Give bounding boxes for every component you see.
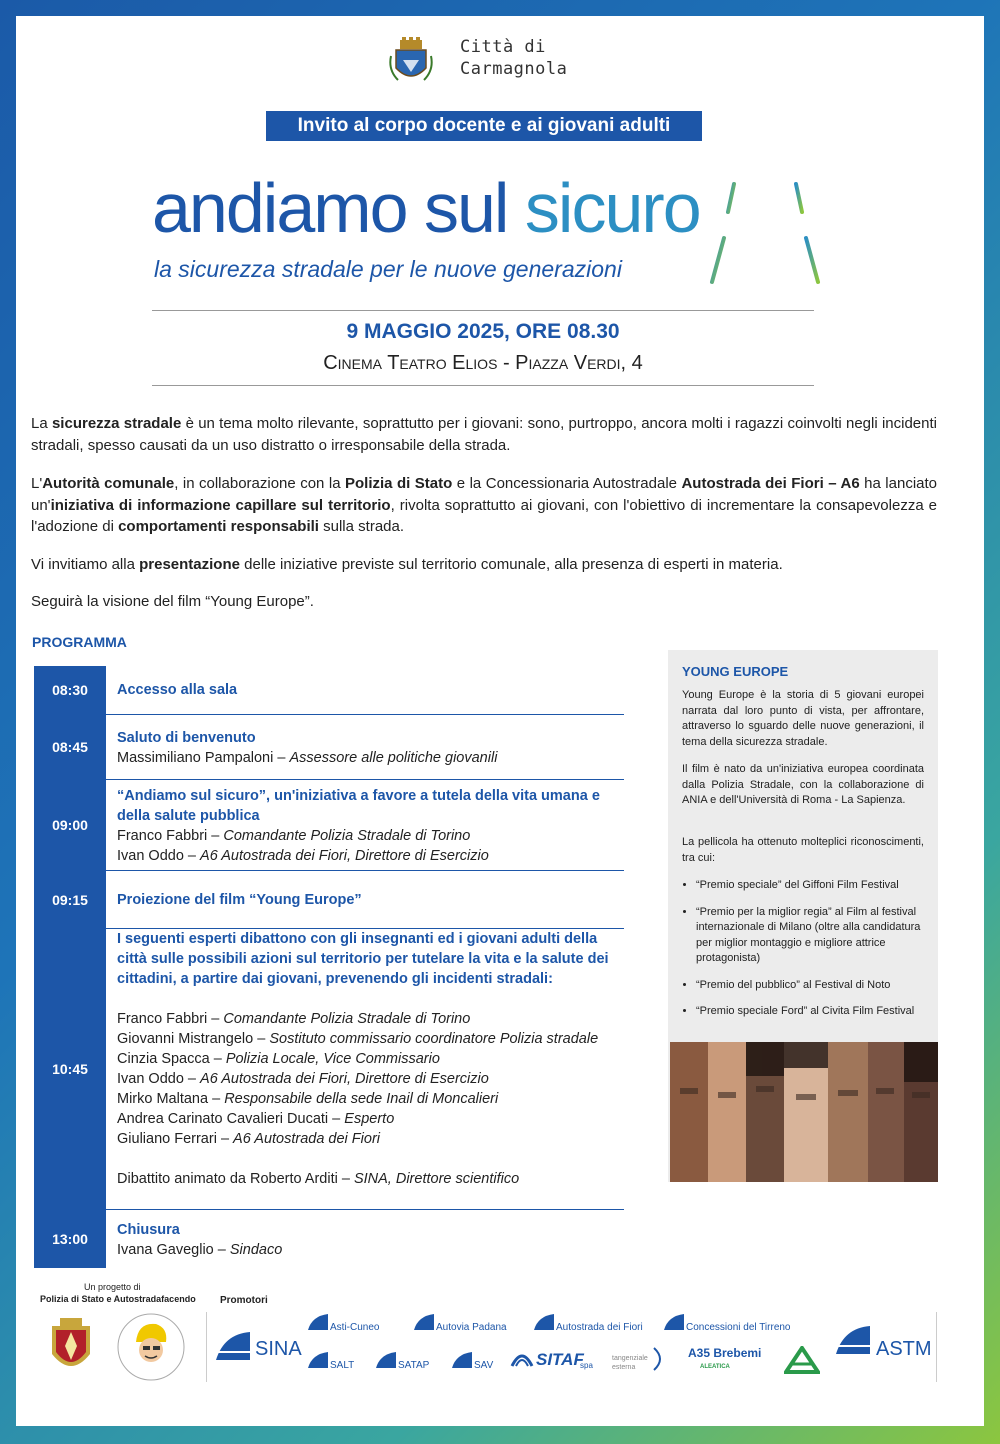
schedule-speaker: Mirko Maltana – Responsabile della sede Inail di Moncalieri [117, 1091, 499, 1107]
intro-paragraph-3: Vi invitiamo alla presentazione delle iniziative previste sul territorio comunale, alla presenza di esperti in materia. [31, 556, 783, 573]
schedule-title: I seguenti esperti dibattono con gli insegnanti ed i giovani adulti della città sulle possibili azioni sul territorio per tutelare la vita e la salute dei cittadini, a partire dai giovani, prevenendo gli incidenti stradali: [117, 931, 609, 987]
schedule-speaker: Ivana Gaveglio – Sindaco [117, 1242, 283, 1258]
schedule-row [34, 871, 624, 929]
invite-banner: Invito al corpo docente e ai giovani adulti [266, 111, 702, 141]
schedule-time: 09:15 [34, 871, 106, 928]
salt-logo-icon [308, 1352, 328, 1368]
sitaf-spa-text: spa [580, 1361, 593, 1370]
award-item: • “Premio speciale Ford” al Civita Film Festival [696, 1004, 938, 1020]
campaign-title [152, 168, 700, 248]
schedule-title: Accesso alla sala [117, 682, 238, 698]
concessioni-del-tirreno-logo-text: Concessioni del Tirreno [686, 1322, 791, 1333]
schedule-time: 13:00 [34, 1210, 106, 1268]
green-triangle-logo-icon [784, 1346, 820, 1374]
schedule-speaker: Franco Fabbri – Comandante Polizia Stradale di Torino [117, 828, 471, 844]
divider-top [152, 310, 814, 311]
schedule-speaker: Massimiliano Pampaloni – Assessore alle politiche giovanili [117, 750, 498, 766]
tangenziale-esterna-logo: tangenziale esterna [612, 1355, 648, 1371]
award-item: • “Premio speciale” del Giffoni Film Festival [696, 878, 938, 894]
film-faces-image [670, 1042, 938, 1182]
schedule-title: Saluto di benvenuto [117, 730, 256, 746]
brebemi-logo-text: A35 Brebemi [688, 1346, 762, 1360]
sina-logo-text: SINA [255, 1338, 302, 1360]
aleatica-logo-text: ALEATICA [700, 1364, 730, 1370]
asti-cuneo-logo-text: Asti-Cuneo [330, 1322, 380, 1333]
schedule-time: 09:00 [34, 780, 106, 870]
astm-logo-text: ASTM [876, 1338, 932, 1360]
city-line-1: Città di [460, 37, 546, 57]
schedule-title: “Andiamo sul sicuro”, un'iniziativa a favore a tutela della vita umana e della salute pubblica [117, 788, 600, 824]
schedule-title: Proiezione del film “Young Europe” [117, 892, 362, 908]
tangenziale-arc-icon [652, 1346, 666, 1372]
sitaf-logo-text: SITAF [536, 1350, 584, 1369]
young-europe-text-3: La pellicola ha ottenuto molteplici riconoscimenti, tra cui: [682, 836, 924, 864]
promotori-label: Promotori [220, 1295, 268, 1306]
satap-logo-text: SATAP [398, 1360, 430, 1371]
city-line-2: Carmagnola [460, 59, 568, 79]
autovia-padana-logo-icon [414, 1314, 434, 1330]
carmagnola-crest-icon [388, 36, 434, 86]
schedule-row [34, 780, 624, 871]
event-location: Cinema Teatro Elios - Piazza Verdi, 4 [323, 352, 643, 374]
programma-title: PROGRAMMA [32, 634, 127, 650]
schedule-row [34, 929, 624, 1210]
schedule-time: 08:45 [34, 715, 106, 779]
schedule-speaker: Ivan Oddo – A6 Autostrada dei Fiori, Direttore di Esercizio [117, 848, 489, 864]
concessioni-del-tirreno-logo-icon [664, 1314, 684, 1330]
awards-list [682, 878, 938, 1031]
award-item: • “Premio del pubblico” al Festival di Noto [696, 978, 938, 994]
schedule-speaker: Cinzia Spacca – Polizia Locale, Vice Commissario [117, 1051, 440, 1067]
campaign-title-part2: sicuro [524, 169, 700, 247]
sav-logo-text: SAV [474, 1360, 494, 1371]
schedule-row [34, 715, 624, 780]
sav-logo-icon [452, 1352, 472, 1368]
autostrada-dei-fiori-logo-icon [534, 1314, 554, 1330]
divider-bottom [152, 385, 814, 386]
schedule-time: 08:30 [34, 666, 106, 714]
speaker-list [117, 1009, 620, 1149]
footer-divider [936, 1312, 937, 1382]
astm-logo-icon [834, 1324, 872, 1358]
sitaf-logo-icon [510, 1350, 534, 1368]
schedule-speaker: Ivan Oddo – A6 Autostrada dei Fiori, Direttore di Esercizio [117, 1071, 489, 1087]
intro-paragraph-4: Seguirà la visione del film “Young Europe”. [31, 593, 314, 610]
satap-logo-icon [376, 1352, 396, 1368]
young-europe-title: YOUNG EUROPE [682, 664, 789, 679]
schedule-moderator: Dibattito animato da Roberto Arditi – SINA, Direttore scientifico [117, 1171, 520, 1187]
city-name [460, 36, 567, 80]
young-europe-text-1: Young Europe è la storia di 5 giovani europei narrata dal loro punto di vista, per affrontare, attraverso lo sguardo delle nuove generazioni, il tema della sicurezza stradale. [682, 689, 924, 748]
schedule-speaker: Giovanni Mistrangelo – Sostituto commissario coordinatore Polizia stradale [117, 1031, 599, 1047]
schedule-speaker: Giuliano Ferrari – A6 Autostrada dei Fiori [117, 1131, 381, 1147]
campaign-tagline: la sicurezza stradale per le nuove generazioni [154, 256, 622, 282]
project-owners: Polizia di Stato e Autostradafacendo [40, 1294, 196, 1304]
schedule-row [34, 666, 624, 715]
award-item: • “Premio per la miglior regia” al Film al festival internazionale di Milano (oltre alla candidatura per miglior montaggio e migliore attrice protagonista) [696, 905, 938, 967]
intro-paragraph-2: L'Autorità comunale, in collaborazione con la Polizia di Stato e la Concessionaria Autostradale Autostrada dei Fiori – A6 ha lanciato un'iniziativa di informazione capillare sul territorio, rivolta soprattutto ai giovani, con l'obiettivo di incrementare la consapevolezza e l'adozione di comportamenti responsabili sulla strada. [31, 475, 938, 535]
polizia-di-stato-emblem-icon [44, 1316, 98, 1380]
autostradafacendo-mascot-icon [116, 1312, 186, 1382]
road-lanes-icon [700, 178, 830, 286]
young-europe-text-2: Il film è nato da un'iniziativa europea coordinata dalla Polizia Stradale, con la collaborazione di ANIA e dell'Università di Roma - La Sapienza. [682, 763, 924, 806]
sina-logo-icon [214, 1330, 252, 1364]
project-label: Un progetto di [84, 1282, 141, 1292]
schedule-speaker: Franco Fabbri – Comandante Polizia Stradale di Torino [117, 1011, 471, 1027]
autovia-padana-logo-text: Autovia Padana [436, 1322, 507, 1333]
schedule-row [34, 1210, 624, 1268]
campaign-title-part1: andiamo sul [152, 169, 525, 247]
intro-paragraph-1: La sicurezza stradale è un tema molto rilevante, soprattutto per i giovani: sono, purtroppo, ancora molti i ragazzi coinvolti negli incidenti stradali, spesso causati da un uso distratto o irresponsabile della strada. [31, 415, 937, 454]
schedule-time: 10:45 [34, 929, 106, 1209]
event-date: 9 MAGGIO 2025, ORE 08.30 [346, 320, 620, 343]
schedule-title: Chiusura [117, 1222, 180, 1238]
autostrada-dei-fiori-logo-text: Autostrada dei Fiori [556, 1322, 643, 1333]
salt-logo-text: SALT [330, 1360, 355, 1371]
asti-cuneo-logo-icon [308, 1314, 328, 1330]
footer-divider [206, 1312, 207, 1382]
schedule-speaker: Andrea Carinato Cavalieri Ducati – Esperto [117, 1111, 395, 1127]
